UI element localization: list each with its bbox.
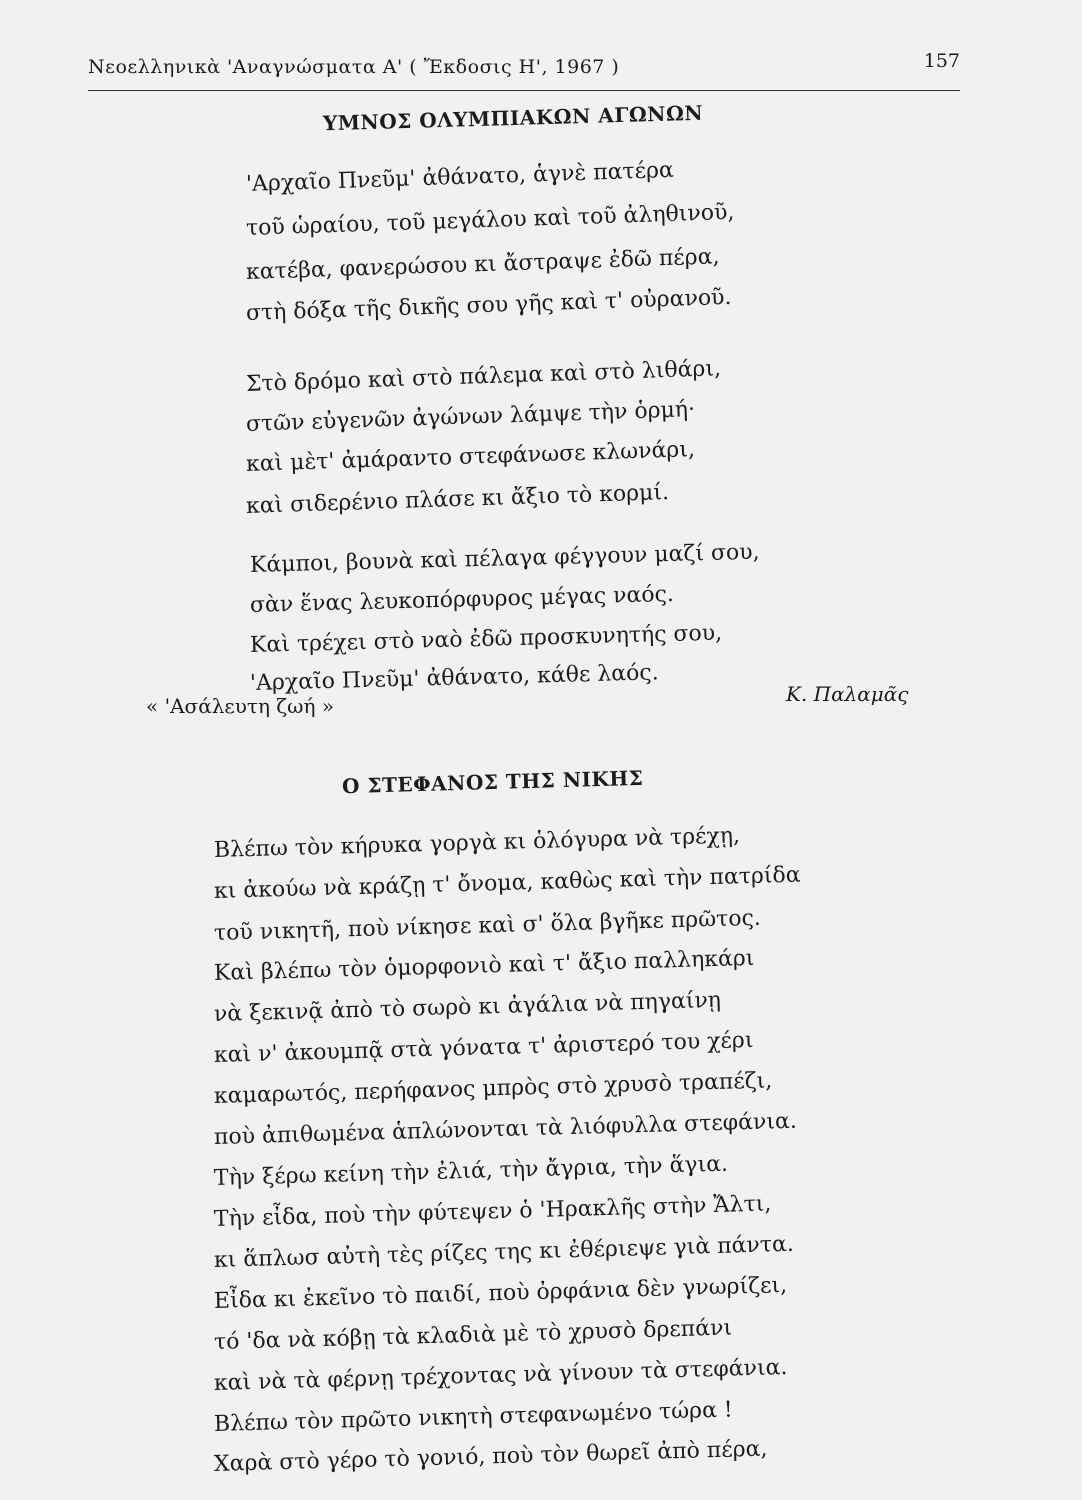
poem-line: καὶ ν' ἀκουμπᾷ στὰ γόνατα τ' ἀριστερό του χέρι [213, 1027, 754, 1068]
poem-line: Κάμποι, βουνὰ καὶ πέλαγα φέγγουν μαζί σου, [249, 539, 760, 578]
poem-line: κι ἅπλωσ αὐτὴ τὲς ρίζες της κι ἐθέριεψε γιὰ πάντα. [213, 1231, 795, 1273]
header-rule [88, 90, 960, 91]
poem-line: τοῦ νικητῆ, ποὺ νίκησε καὶ σ' ὅλα βγῆκε πρῶτος. [213, 905, 762, 946]
poem-author: Κ. Παλαμᾶς [786, 682, 909, 706]
poem-line: Τὴν εἶδα, ποὺ τὴν φύτεψεν ὁ 'Ηρακλῆς στὴν Ἄλτι, [213, 1191, 772, 1232]
poem-title-wreath: Ο ΣΤΕΦΑΝΟΣ ΤΗΣ ΝΙΚΗΣ [341, 765, 644, 799]
poem-line: νὰ ξεκινᾷ ἀπὸ τὸ σωρὸ κι ἀγάλια νὰ πηγαίνῃ [213, 987, 722, 1027]
poem-source: « 'Ασάλευτη ζωή » [146, 694, 335, 718]
poem-line: καὶ σιδερένιο πλάσε κι ἄξιο τὸ κορμί. [245, 479, 670, 519]
poem-line: Βλέπω τὸν πρῶτο νικητὴ στεφανωμένο τώρα ! [213, 1397, 734, 1437]
poem-line: κι ἀκούω νὰ κράζῃ τ' ὄνομα, καθὼς καὶ τὴν πατρίδα [213, 862, 801, 904]
poem-line: καὶ νὰ τὰ φέρνῃ τρέχοντας νὰ γίνουν τὰ στεφάνια. [213, 1354, 788, 1396]
poem-line: στῶν εὐγενῶν ἀγώνων λάμψε τὴν ὁρμή· [245, 397, 696, 437]
poem-line: 'Αρχαῖο Πνεῦμ' ἀθάνατο, κάθε λαός. [249, 660, 659, 696]
poem-title-hymn: ΥΜΝΟΣ ΟΛΥΜΠΙΑΚΩΝ ΑΓΩΝΩΝ [322, 100, 704, 136]
poem-line: Καὶ τρέχει στὸ ναὸ ἐδῶ προσκυνητής σου, [249, 620, 723, 658]
poem-line: καμαρωτός, περήφανος μπρὸς στὸ χρυσὸ τραπέζι, [213, 1068, 773, 1109]
poem-line: στὴ δόξα τῆς δικῆς σου γῆς καὶ τ' οὐρανοῦ. [245, 284, 732, 326]
poem-line: τοῦ ὡραίου, τοῦ μεγάλου καὶ τοῦ ἀληθινοῦ, [245, 199, 735, 241]
poem-line: Τὴν ξέρω κείνη τὴν ἐλιά, τὴν ἄγρια, τὴν ἅγια. [213, 1151, 729, 1191]
poem-line: κατέβα, φανερώσου κι ἄστραψε ἐδῶ πέρα, [245, 244, 720, 285]
poem-line: Στὸ δρόμο καὶ στὸ πάλεμα καὶ στὸ λιθάρι, [245, 356, 722, 397]
poem-line: Εἶδα κι ἐκεῖνο τὸ παιδί, ποὺ ὀρφάνια δὲν γνωρίζει, [213, 1272, 788, 1314]
running-title: Νεοελληνικὰ 'Αναγνώσματα Α' ( Ἔκδοσις Η', 1967 ) [88, 56, 620, 78]
page-number: 157 [923, 50, 960, 72]
poem-line: Καὶ βλέπω τὸν ὁμορφονιὸ καὶ τ' ἄξιο παλληκάρι [213, 945, 755, 986]
poem-line: τό 'δα νὰ κόβῃ τὰ κλαδιὰ μὲ τὸ χρυσὸ δρεπάνι [213, 1315, 733, 1355]
poem-line: Χαρὰ στὸ γέρο τὸ γονιό, ποὺ τὸν θωρεῖ ἀπὸ πέρα, [213, 1436, 768, 1477]
poem-line: 'Αρχαῖο Πνεῦμ' ἀθάνατο, ἁγνὲ πατέρα [245, 157, 675, 197]
poem-line: Βλέπω τὸν κήρυκα γοργὰ κι ὁλόγυρα νὰ τρέχῃ, [213, 823, 741, 863]
poem-line: ποὺ ἀπιθωμένα ἁπλώνονται τὰ λιόφυλλα στεφάνια. [213, 1108, 798, 1150]
poem-line: καὶ μὲτ' ἀμάραντο στεφάνωσε κλωνάρι, [245, 437, 696, 477]
running-header [88, 44, 960, 88]
poem-line: σὰν ἕνας λευκοπόρφυρος μέγας ναός. [249, 581, 675, 618]
